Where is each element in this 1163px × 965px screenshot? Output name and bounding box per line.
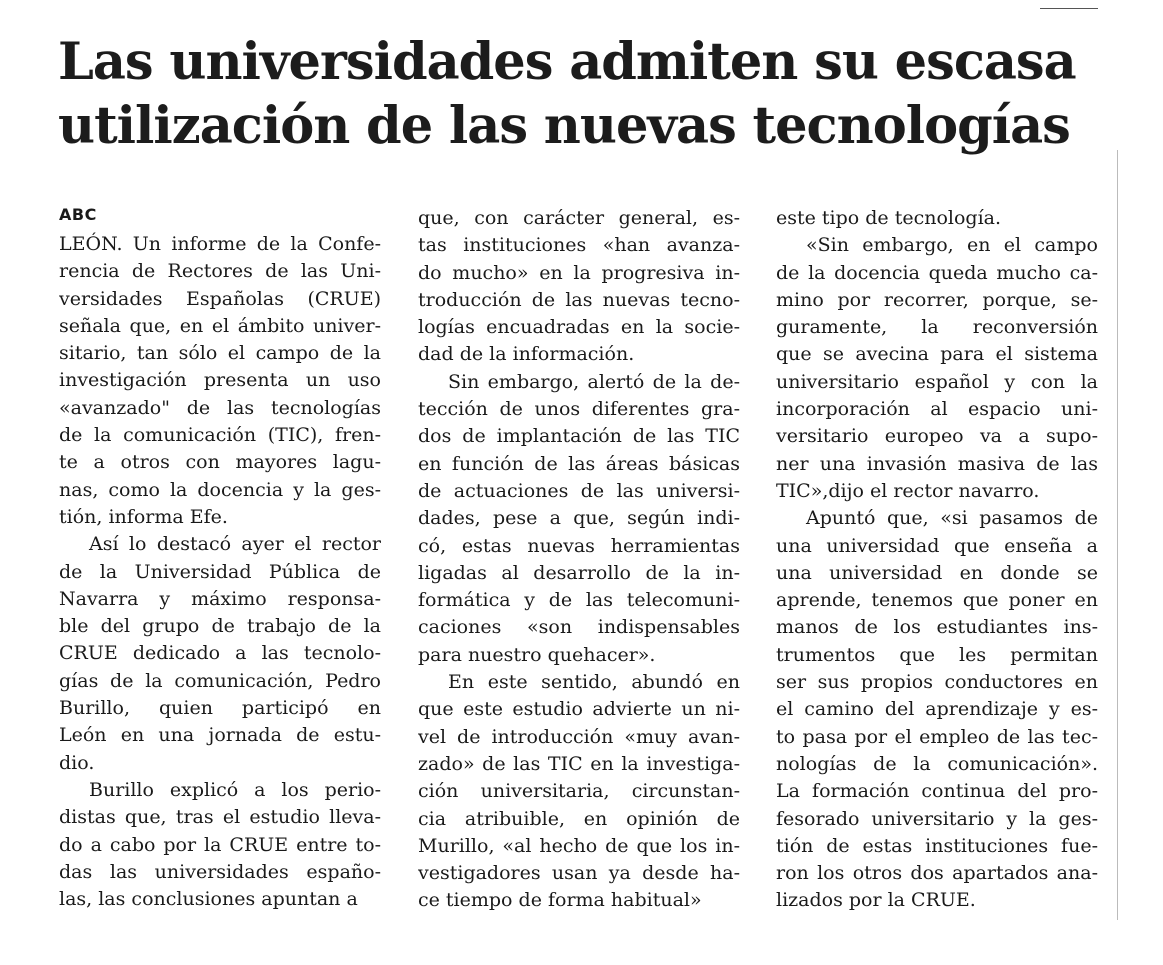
paragraph <box>418 669 740 915</box>
column-2 <box>418 205 740 915</box>
text-line: mino por recorrer, porque, se- <box>776 288 1098 311</box>
text-line: fesorado universitario y la ges- <box>776 807 1098 830</box>
text-line: Burillo explicó a los perio- <box>89 778 381 801</box>
text-line: to pasa por el empleo de las tec- <box>776 725 1098 748</box>
text-line: gías de la comunicación, Pedro <box>59 669 381 692</box>
text-line: dio. <box>59 751 95 774</box>
text-line: dos de implantación de las TIC <box>418 425 740 448</box>
text-line: señala que, en el ámbito univer- <box>59 314 381 337</box>
text-line: Así lo destacó ayer el rector <box>89 533 381 556</box>
text-line: có, estas nuevas herramientas <box>418 534 740 557</box>
text-line: ble del grupo de trabajo de la <box>59 615 381 638</box>
paragraph <box>776 232 1098 505</box>
text-line: La formación continua del pro- <box>776 780 1098 803</box>
text-line: que se avecina para el sistema <box>776 343 1098 366</box>
text-line: CRUE dedicado a las tecnolo- <box>59 642 381 665</box>
text-line: formática y de las telecomuni- <box>418 589 740 612</box>
paragraph <box>59 231 381 531</box>
text-line: que este estudio advierte un ni- <box>418 698 740 721</box>
text-line: dad de la información. <box>418 343 635 366</box>
text-line: incorporación al espacio uni- <box>776 398 1098 421</box>
text-line: caciones «son indispensables <box>418 616 740 639</box>
text-line: tas instituciones «han avanza- <box>418 234 740 257</box>
text-line: investigación presenta un uso <box>59 369 381 392</box>
column-2-body <box>418 205 740 915</box>
text-line: las, las conclusiones apuntan a <box>59 888 358 911</box>
paragraph <box>776 205 1098 232</box>
text-line: tión, informa Efe. <box>59 505 228 528</box>
text-line: sitario, tan sólo el campo de la <box>59 342 381 365</box>
text-line: vestigadores usan ya desde ha- <box>418 862 740 885</box>
text-line: este tipo de tecnología. <box>776 207 1002 229</box>
text-line: de la comunicación (TIC), fren- <box>59 424 381 447</box>
text-line: rencia de Rectores de las Uni- <box>59 260 381 283</box>
text-line: para nuestro quehacer». <box>418 643 656 666</box>
text-line: do a cabo por la CRUE entre to- <box>59 833 381 856</box>
text-line: ce tiempo de forma habitual» <box>418 889 702 912</box>
text-line: ner una invasión masiva de las <box>776 452 1098 475</box>
text-line: el camino del aprendizaje y es- <box>776 698 1098 721</box>
text-line: tión de estas instituciones fue- <box>776 834 1098 857</box>
text-line: vel de introducción «muy avan- <box>418 725 740 748</box>
column-1-body <box>59 231 381 913</box>
text-line: universitario español y con la <box>776 370 1098 393</box>
page-edge-line <box>1117 150 1118 920</box>
text-line: de la Universidad Pública de <box>59 560 381 583</box>
text-line: una universidad que enseña a <box>776 534 1098 557</box>
text-line: te a otros con mayores lagu- <box>59 451 381 474</box>
text-line: zado» de las TIC en la investiga- <box>418 752 740 775</box>
byline: ABC <box>59 205 97 224</box>
text-line: ligadas al desarrollo de la in- <box>418 561 740 584</box>
paragraph <box>776 505 1098 914</box>
text-line: Sin embargo, alertó de la de- <box>448 370 740 393</box>
text-line: cia atribuible, en opinión de <box>418 807 740 830</box>
headline-line-1: Las universidades admiten su escasa <box>58 32 1076 92</box>
text-line: distas que, tras el estudio lleva- <box>59 806 381 829</box>
text-line: ción universitaria, circunstan- <box>418 780 740 803</box>
paragraph <box>418 205 740 369</box>
text-line: Burillo, quien participó en <box>59 697 381 720</box>
headline <box>58 30 1098 158</box>
text-line: nologías de la comunicación». <box>776 752 1098 775</box>
text-line: Navarra y máximo responsa- <box>59 587 381 610</box>
text-line: manos de los estudiantes ins- <box>776 616 1098 639</box>
text-line: Murillo, «al hecho de que los in- <box>418 834 740 857</box>
headline-line-2: utilización de las nuevas tecnologías <box>58 96 1070 156</box>
text-line: ron los otros dos apartados ana- <box>776 862 1098 885</box>
text-line: tección de unos diferentes gra- <box>418 398 740 421</box>
text-line: logías encuadradas en la socie- <box>418 316 740 339</box>
paragraph <box>418 369 740 669</box>
text-line: das las universidades españo- <box>59 860 381 883</box>
text-line: LEÓN. Un informe de la Confe- <box>59 233 381 255</box>
column-3-body <box>776 205 1098 915</box>
text-line: en función de las áreas básicas <box>418 452 740 475</box>
text-line: León en una jornada de estu- <box>59 724 381 747</box>
column-3 <box>776 205 1098 915</box>
text-line: TIC»,dijo el rector navarro. <box>776 479 1040 502</box>
text-line: de actuaciones de las universi- <box>418 479 740 502</box>
text-line: trumentos que les permitan <box>776 643 1098 666</box>
text-line: que, con carácter general, es- <box>418 207 740 229</box>
top-rule <box>1040 8 1098 9</box>
text-line: dades, pese a que, según indi- <box>418 507 740 530</box>
paragraph <box>59 531 381 777</box>
text-line: versidades Españolas (CRUE) <box>59 287 381 310</box>
text-line: guramente, la reconversión <box>776 316 1098 339</box>
text-line: «avanzado" de las tecnologías <box>59 396 381 419</box>
text-line: En este sentido, abundó en <box>448 671 740 694</box>
text-line: lizados por la CRUE. <box>776 889 976 912</box>
text-line: do mucho» en la progresiva in- <box>418 261 740 284</box>
column-1 <box>59 205 381 913</box>
text-line: «Sin embargo, en el campo <box>806 234 1098 257</box>
text-line: Apuntó que, «si pasamos de <box>806 507 1098 530</box>
text-line: ser sus propios conductores en <box>776 671 1098 694</box>
text-line: nas, como la docencia y la ges- <box>59 478 381 501</box>
text-line: una universidad en donde se <box>776 561 1098 584</box>
paragraph <box>59 777 381 913</box>
text-line: de la docencia queda mucho ca- <box>776 261 1098 284</box>
text-line: versitario europeo va a supo- <box>776 425 1098 448</box>
text-line: troducción de las nuevas tecno- <box>418 288 740 311</box>
text-line: aprende, tenemos que poner en <box>776 589 1098 612</box>
